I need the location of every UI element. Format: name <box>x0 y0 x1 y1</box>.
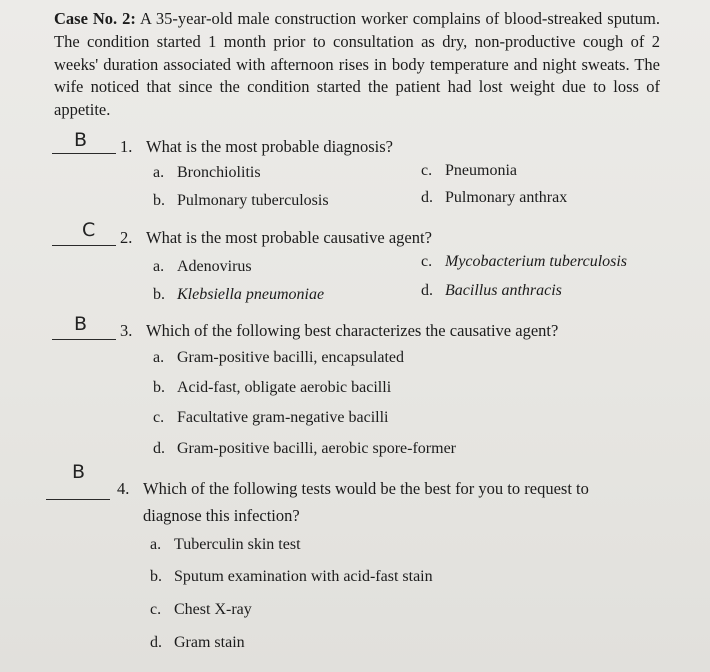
option-c: c. Facultative gram-negative bacilli <box>153 409 389 426</box>
option-c: c. Chest X-ray <box>150 601 252 618</box>
case-label: Case No. 2: <box>54 9 136 28</box>
option-a: a. Bronchiolitis <box>153 164 261 181</box>
option-text: Mycobacterium tuberculosis <box>445 253 628 270</box>
handwritten-answer: B <box>72 461 86 483</box>
option-text: Bronchiolitis <box>177 164 261 181</box>
option-text: Facultative gram-negative bacilli <box>177 409 389 426</box>
option-text: Tuberculin skin test <box>174 536 301 553</box>
handwritten-answer: C <box>82 219 96 241</box>
option-text: Pulmonary anthrax <box>445 189 568 206</box>
question-number: 2. <box>120 228 133 247</box>
option-text: Adenovirus <box>177 258 252 275</box>
question-text: What is the most probable diagnosis? <box>146 137 393 156</box>
answer-blank[interactable] <box>46 484 110 500</box>
option-b: b. Acid-fast, obligate aerobic bacilli <box>153 379 392 396</box>
question-stem <box>120 224 432 251</box>
question-number: 4. <box>117 479 130 498</box>
question-number: 1. <box>120 137 133 156</box>
option-text: Sputum examination with acid-fast stain <box>174 568 433 585</box>
option-a: a. Adenovirus <box>153 258 252 275</box>
question-text: diagnose this infection? <box>143 506 300 525</box>
option-text: Gram-positive bacilli, encapsulated <box>177 349 405 366</box>
question-stem <box>120 317 558 344</box>
question-stem-continued <box>143 502 300 529</box>
option-b: b. Pulmonary tuberculosis <box>153 192 329 209</box>
case-paragraph <box>54 8 660 122</box>
option-text: Gram stain <box>174 634 245 651</box>
case-text: A 35-year-old male construction worker complains of blood-streaked sputum. The condition started 1 month prior to consultation as dry, non-productive cough of 2 weeks' duration associated with afternoon rises in body temperature and night sweats. The wife noticed that since the condition started the patient had lost weight due to loss of appetite. <box>54 9 660 120</box>
handwritten-answer: B <box>74 129 88 151</box>
option-a: a. Gram-positive bacilli, encapsulated <box>153 349 405 366</box>
question-number: 3. <box>120 321 133 340</box>
option-b: b. Klebsiella pneumoniae <box>153 286 325 303</box>
option-text: Chest X-ray <box>174 601 252 618</box>
option-a: a. Tuberculin skin test <box>150 536 301 553</box>
question-stem <box>120 133 393 160</box>
question-text: Which of the following tests would be the best for you to request to <box>143 479 589 498</box>
option-text: Bacillus anthracis <box>445 282 562 299</box>
option-b: b. Sputum examination with acid-fast stain <box>150 568 433 585</box>
option-d: d. Pulmonary anthrax <box>421 189 568 206</box>
option-d: d. Gram-positive bacilli, aerobic spore-former <box>153 440 456 457</box>
question-text: Which of the following best characterizes the causative agent? <box>146 321 559 340</box>
option-c: c. Mycobacterium tuberculosis <box>421 253 628 270</box>
option-text: Pneumonia <box>445 162 517 179</box>
question-stem <box>117 475 589 502</box>
option-c: c. Pneumonia <box>421 162 517 179</box>
option-text: Acid-fast, obligate aerobic bacilli <box>177 379 392 396</box>
option-d: d. Gram stain <box>150 634 245 651</box>
handwritten-answer: B <box>74 313 88 335</box>
question-text: What is the most probable causative agent? <box>146 228 432 247</box>
option-text: Gram-positive bacilli, aerobic spore-former <box>177 440 456 457</box>
option-text: Klebsiella pneumoniae <box>177 286 325 303</box>
option-d: d. Bacillus anthracis <box>421 282 562 299</box>
option-text: Pulmonary tuberculosis <box>177 192 329 209</box>
